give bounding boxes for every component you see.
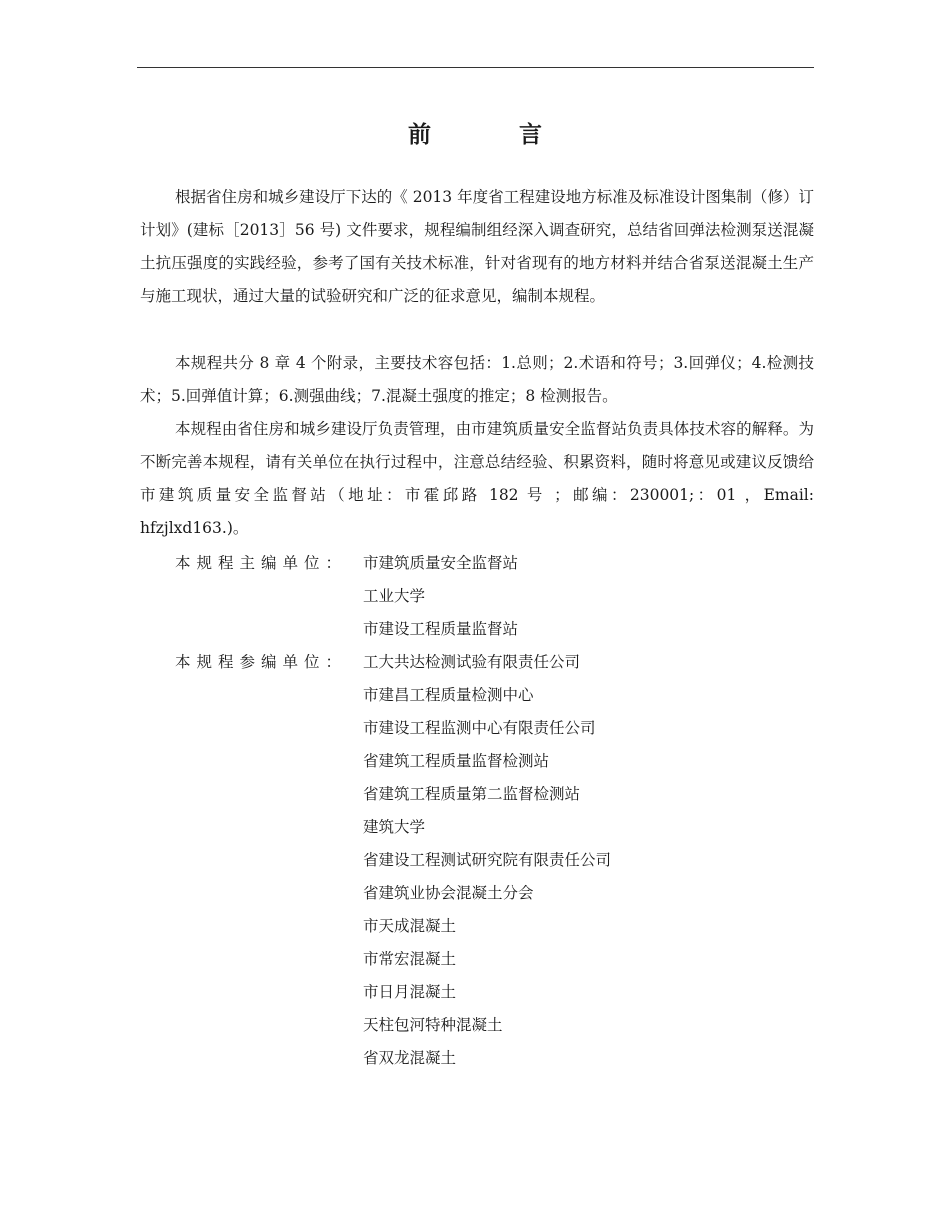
paragraph-background: 根据省住房和城乡建设厅下达的《 2013 年度省工程建设地方标准及标准设计图集制（修）订计划》(建标［2013］56 号) 文件要求，规程编制组经深入调查研究，总结省回弹法检测泵送混凝土抗压强度的实践经验，参考了国有关技术标准，针对省现有的地方材料并结合省泵送混凝土生产与施工现状，通过大量的试验研究和广泛的征求意见，编制本规程。 [140,188,814,305]
main-units-row [175,613,518,646]
header-rule [137,67,814,68]
participating-units-row [175,778,611,811]
main-unit-item: 市建设工程质量监督站 [363,620,519,638]
main-units-row [175,547,518,580]
participating-units-row [175,877,611,910]
main-unit-item: 市建筑质量安全监督站 [363,554,519,572]
main-units-block [175,547,518,646]
participating-units-row [175,679,611,712]
participating-unit-item: 省建设工程测试研究院有限责任公司 [363,851,612,869]
page-title: 前 言 [407,122,582,148]
participating-units-row [175,712,611,745]
participating-units-row [175,976,611,1009]
participating-units-row [175,1042,611,1075]
participating-units-label: 本规程参编单位： [175,653,348,671]
participating-unit-item: 省双龙混凝土 [363,1049,457,1067]
main-unit-item: 工业大学 [363,587,426,605]
participating-units-block [175,646,611,1075]
participating-unit-item: 工大共达检测试验有限责任公司 [363,653,581,671]
participating-units-row [175,646,611,679]
participating-units-row [175,811,611,844]
main-units-label: 本规程主编单位： [175,554,348,572]
participating-unit-item: 市常宏混凝土 [363,950,457,968]
participating-unit-item: 市建昌工程质量检测中心 [363,686,534,704]
participating-units-row [175,943,611,976]
participating-unit-item: 省建筑工程质量第二监督检测站 [363,785,581,803]
participating-unit-item: 建筑大学 [363,818,426,836]
paragraph-contents: 本规程共分 8 章 4 个附录，主要技术容包括：1.总则；2.术语和符号；3.回弹仪；4.检测技术；5.回弹值计算；6.测强曲线；7.混凝土强度的推定；8 检测报告。 [140,354,814,405]
participating-unit-item: 天柱包河特种混凝土 [363,1016,503,1034]
participating-unit-item: 市日月混凝土 [363,983,457,1001]
participating-units-row [175,1009,611,1042]
participating-units-row [175,910,611,943]
main-units-row [175,580,518,613]
participating-unit-item: 市天成混凝土 [363,917,457,935]
participating-units-row [175,844,611,877]
participating-unit-item: 省建筑工程质量监督检测站 [363,752,550,770]
participating-unit-item: 省建筑业协会混凝土分会 [363,884,534,902]
participating-units-row [175,745,611,778]
participating-unit-item: 市建设工程监测中心有限责任公司 [363,719,596,737]
paragraph-management: 本规程由省住房和城乡建设厅负责管理，由市建筑质量安全监督站负责具体技术容的解释。为不断完善本规程，请有关单位在执行过程中，注意总结经验、积累资料，随时将意见或建议反馈给市建筑质量安全监督站（地址：市霍邱路 182 号 ；邮编：230001;：01 ，Email: hfzjlxd163.)。 [140,420,814,537]
